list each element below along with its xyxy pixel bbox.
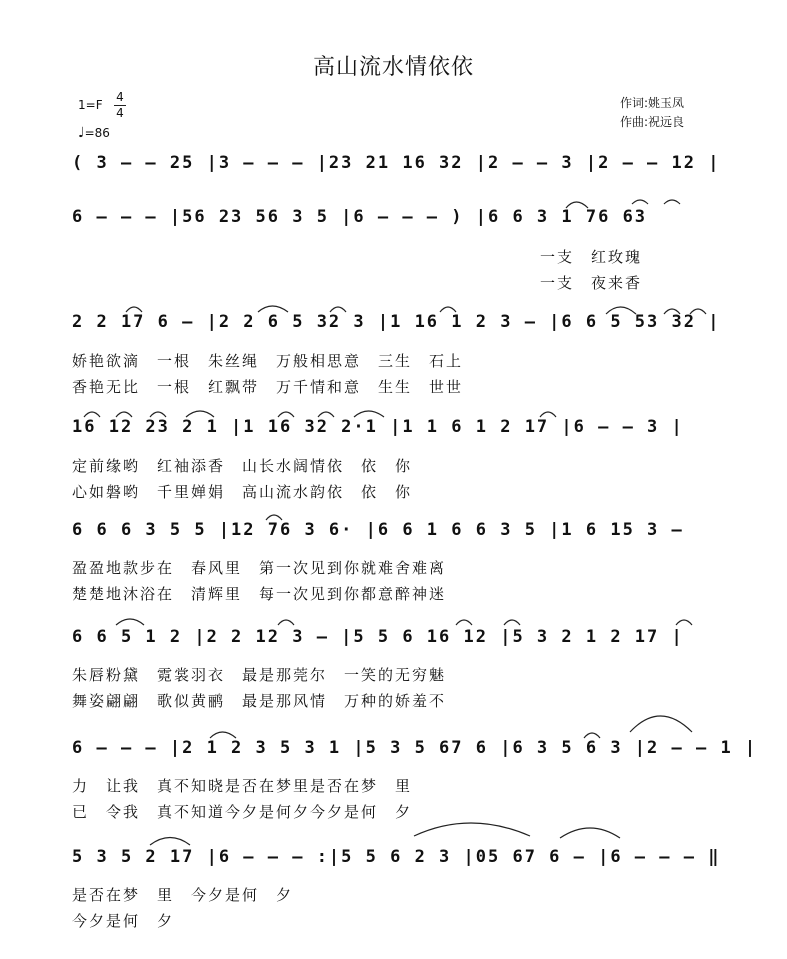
system-4 [0,410,787,444]
time-bottom: 4 [114,105,126,121]
lyric-line: 已 令我 真不知道今夕是何夕今夕是何 夕 [72,803,413,821]
notation-line: 6 6 6 3 5 5 |12 76 3 6· |6 6 1 6 6 3 5 |1 6 15 3 — [72,520,684,540]
song-title: 高山流水情依依 [312,55,474,80]
lyric-line: 一支 夜来香 [540,274,643,292]
lyric-line: 舞姿翩翩 歌似黄鹂 最是那风情 万种的娇羞不 [72,692,447,710]
system-6 [0,620,787,654]
lyric-line: 娇艳欲滴 一根 朱丝绳 万般相思意 三生 石上 [72,352,464,370]
system-8 [0,840,787,874]
notation-line: ( 3 — — 25 |3 — — — |23 21 16 32 |2 — — 3 |2 — — 12 | [72,153,721,173]
notation-line: 2 2 17 6 — |2 2 6 5 32 3 |1 16 1 2 3 — |6 6 5 53 32 | [72,312,721,332]
key-signature [78,98,103,113]
lyric-line: 香艳无比 一根 红飘带 万千情和意 生生 世世 [72,378,464,396]
system-2 [0,200,787,234]
tempo-marking [78,126,110,141]
time-signature [114,90,126,121]
system-7 [0,731,787,765]
notation-line: 6 — — — |56 23 56 3 5 |6 — — — ) |6 6 3 1 76 63 [72,207,648,227]
system-3 [0,305,787,339]
lyric-line: 是否在梦 里 今夕是何 夕 [72,886,294,904]
quarter-note-icon: ♩ [78,125,85,141]
key-label: 1=F [78,98,103,112]
notation-line: 6 — — — |2 1 2 3 5 3 1 |5 3 5 67 6 |6 3 5 6 3 |2 — — 1 | [72,738,758,758]
lyric-line: 定前缘哟 红袖添香 山长水阔情依 依 你 [72,457,413,475]
notation-line: 16 12 23 2 1 |1 16 32 2·1 |1 1 6 1 2 17 |6 — — 3 | [72,417,684,437]
slur-arc [560,828,620,838]
slur-arc [414,823,530,836]
lyric-line: 楚楚地沐浴在 清辉里 每一次见到你都意醉神迷 [72,585,447,603]
tempo-value: =86 [84,126,110,140]
lyricist: 作词:姚玉凤 [620,96,685,110]
notation-line: 6 6 5 1 2 |2 2 12 3 — |5 5 6 16 12 |5 3 2 1 2 17 | [72,627,684,647]
credits [620,94,684,132]
lyric-line: 一支 红玫瑰 [540,248,643,266]
system-1 [0,146,787,180]
lyric-line: 力 让我 真不知晓是否在梦里是否在梦 里 [72,777,413,795]
system-5 [0,513,787,547]
slur-arc [630,716,692,732]
lyric-line: 朱唇粉黛 霓裳羽衣 最是那莞尔 一笑的无穷魅 [72,666,447,684]
lyric-line: 盈盈地款步在 春风里 第一次见到你就难舍难离 [72,559,447,577]
lyric-line: 心如磐哟 千里婵娟 高山流水韵依 依 你 [72,483,413,501]
composer: 作曲:祝远良 [620,115,685,129]
time-top: 4 [116,90,124,104]
lyric-line: 今夕是何 夕 [72,912,175,930]
notation-line: 5 3 5 2 17 |6 — — — :|5 5 6 2 3 |05 67 6 — |6 — — — ‖ [72,847,721,867]
